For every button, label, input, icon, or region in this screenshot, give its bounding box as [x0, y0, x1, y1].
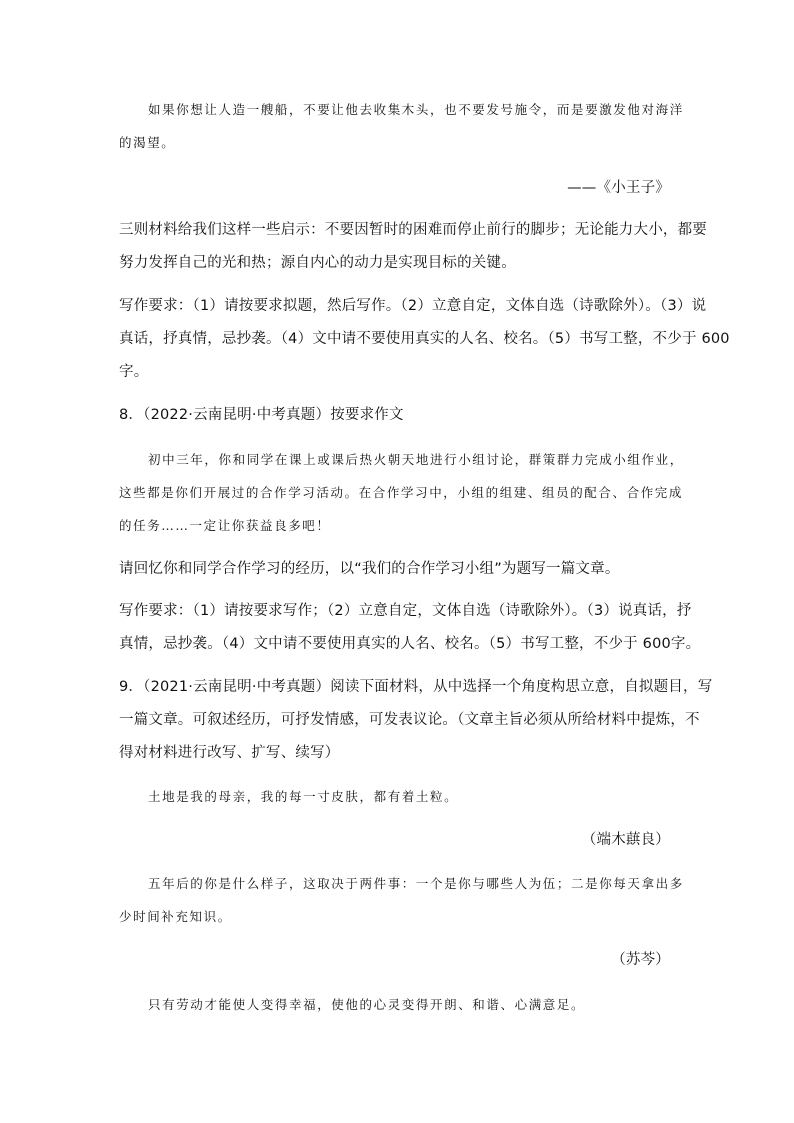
- material-attribution: （端木蕻良）: [581, 832, 670, 848]
- material-line: 少时间补充知识。: [119, 909, 232, 924]
- material-line: 只有劳动才能使人变得幸福，使他的心灵变得开朗、和谐、心满意足。: [148, 997, 586, 1012]
- question-heading: 8．（2022·云南昆明·中考真题）按要求作文: [119, 407, 404, 423]
- requirements-line: 写作要求：（1）请按要求写作；（2）立意自定，文体自选（诗歌除外）。（3）说真话，抒: [119, 603, 692, 619]
- material-attribution: （苏芩）: [611, 952, 670, 968]
- material-line: 初中三年，你和同学在课上或课后热火朝天地进行小组讨论，群策群力完成小组作业，: [148, 452, 684, 467]
- requirements-line: 真话，抒真情，忌抄袭。（4）文中请不要使用真实的人名、校名。（5）书写工整，不少于 600: [119, 331, 730, 347]
- quote-line: 的渴望。: [119, 135, 176, 150]
- material-line: 五年后的你是什么样子，这取决于两件事：一个是你与哪些人为伍；二是你每天拿出多: [148, 876, 684, 891]
- question-heading: 9．（2021·云南昆明·中考真题）阅读下面材料，从中选择一个角度构思立意，自拟题目，写: [119, 679, 713, 695]
- quote-line: 如果你想让人造一艘船，不要让他去收集木头，也不要发号施令，而是要激发他对海洋: [148, 102, 684, 117]
- question-text: 一篇文章。可叙述经历，可抒发情感，可发表议论。（文章主旨必须从所给材料中提炼，不: [119, 712, 700, 728]
- requirements-line: 字。: [119, 364, 149, 380]
- material-line: 这些都是你们开展过的合作学习活动。在合作学习中，小组的组建、组员的配合、合作完成: [119, 485, 684, 500]
- requirements-line: 真情，忌抄袭。（4）文中请不要使用真实的人名、校名。（5）书写工整，不少于 600字。: [119, 636, 701, 652]
- question-text: 得对材料进行改写、扩写、续写）: [119, 745, 340, 761]
- quote-attribution: ——《小王子》: [567, 180, 670, 196]
- question-prompt: 请回忆你和同学合作学习的经历，以“我们的合作学习小组”为题写一篇文章。: [119, 561, 620, 577]
- material-line: 的任务……一定让你获益良多吧！: [119, 518, 331, 533]
- material-line: 土地是我的母亲，我的每一寸皮肤，都有着土粒。: [148, 789, 459, 804]
- summary-line: 努力发挥自己的光和热；源自内心的动力是实现目标的关键。: [119, 255, 516, 271]
- requirements-line: 写作要求：（1）请按要求拟题，然后写作。（2）立意自定，文体自选（诗歌除外）。（3）说: [119, 298, 707, 314]
- summary-line: 三则材料给我们这样一些启示：不要因暂时的困难而停止前行的脚步；无论能力大小，都要: [119, 222, 707, 238]
